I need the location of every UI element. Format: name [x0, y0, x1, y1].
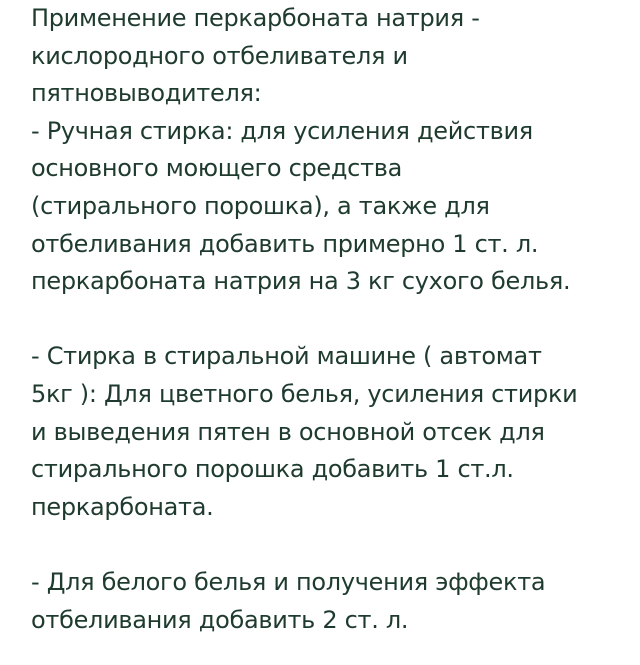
text-line: - Для белого белья и получения эффекта	[31, 567, 546, 596]
text-line: (стирального порошка), а также для	[31, 191, 490, 220]
text-line: - Стирка в стиральной машине ( автомат	[31, 342, 542, 371]
text-line: - Ручная стирка: для усиления действия	[31, 116, 533, 145]
text-line: Применение перкарбоната натрия -	[31, 4, 480, 32]
text-line: перкарбоната натрия на 3 кг сухого белья.	[31, 267, 571, 296]
text-line: отбеливания добавить 2 ст. л.	[31, 605, 409, 634]
text-line: основного моющего средства	[31, 154, 402, 183]
text-line: кислородного отбеливателя и	[31, 41, 408, 70]
blank-line	[31, 301, 631, 339]
text-line: стирального порошка добавить 1 ст.л.	[31, 455, 514, 484]
text-line: перкарбоната.	[31, 492, 214, 521]
text-line: отбеливания добавить примерно 1 ст. л.	[31, 229, 539, 258]
text-line: и выведения пятен в основной отсек для	[31, 417, 545, 446]
text-line: пятновыводителя:	[31, 79, 262, 108]
instruction-text	[31, 0, 631, 639]
blank-line	[31, 526, 631, 564]
text-line: 5кг ): Для цветного белья, усиления стирки	[31, 379, 578, 408]
